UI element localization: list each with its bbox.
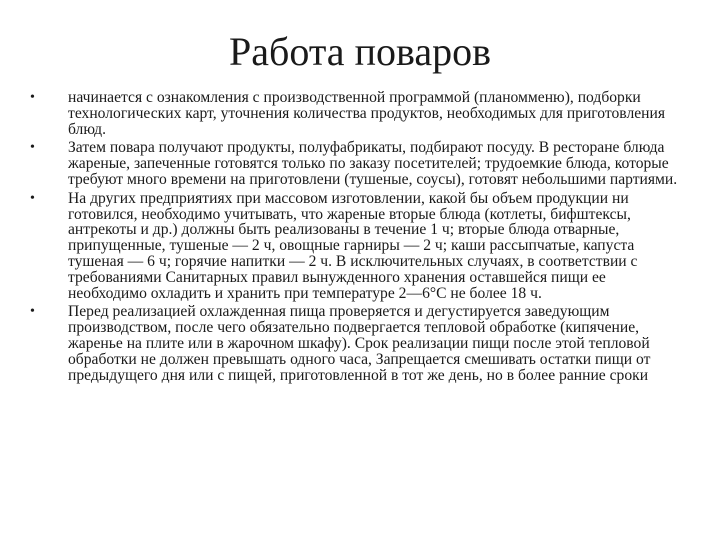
slide-title: Работа поваров xyxy=(229,29,491,74)
bullet-text: Затем повара получают продукты, полуфабрикаты, подбирают посуду. В ресторане блюда жареные, запеченные готовятся только по заказу посетителей; трудоемкие блюда, которые требуют много времени на приготовлени (тушеные, соусы), готовят небольшими партиями. xyxy=(68,139,678,188)
list-item xyxy=(28,304,688,383)
bullet-dot-icon: • xyxy=(30,140,35,156)
list-item xyxy=(28,191,688,302)
bullet-dot-icon: • xyxy=(30,90,35,105)
bullet-text: начинается с ознакомления с производственной программой (планомменю), подборки технологических карт, уточнения количества продуктов, необходимых для приготовления блюд. xyxy=(68,89,666,138)
bullet-text: На других предприятиях при массовом изготовлении, какой бы объем продукции ни готовился, необходимо учитывать, что жареные вторые блюда (котлеты, бифштексы, антрекоты и др.) должны быть реализованы в течение 1 ч; вторые блюда отварные, припущенные, тушеные — 2 ч, овощные гарниры — 2 ч; каши рассыпчатые, капуста тушеная — 6 ч; горячие напитки — 2 ч. В исключительных случаях, в соответствии с требованиями Санитарных правил вынужденного хранения оставшейся пищи ее необходимо охладить и хранить при температуре 2—6°С не более 18 ч. xyxy=(68,189,638,302)
bullet-dot-icon: • xyxy=(30,190,35,206)
list-item xyxy=(28,90,688,137)
list-item xyxy=(28,140,688,187)
bullet-list xyxy=(28,90,688,386)
bullet-text: Перед реализацией охлажденная пища проверяется и дегустируется заведующим производством, после чего обязательно подвергается тепловой обработке (кипячение, жаренье на плите или в жарочном шкафу). Срок реализации пищи после этой тепловой обработки не должен превышать одного часа, Запрещается смешивать остатки пищи от предыдущего дня или с пищей, приготовленной в тот же день, но в более ранние сроки xyxy=(68,303,651,384)
bullet-dot-icon: • xyxy=(30,304,35,320)
